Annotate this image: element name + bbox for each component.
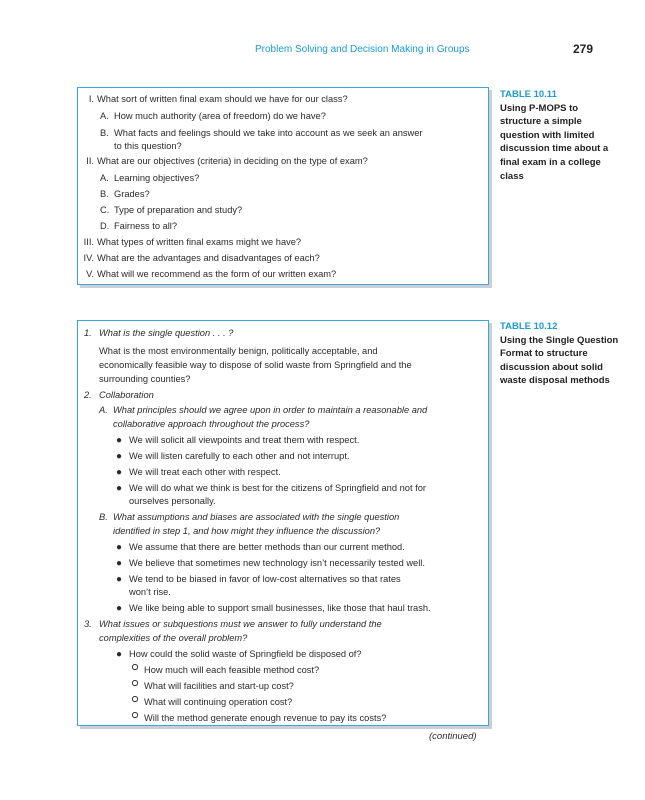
bullet: ● [116, 574, 123, 585]
page-number: 279 [573, 42, 594, 56]
bullet: ● [116, 542, 123, 553]
outline-item: IV. What are the advantages and disadvantages of each? [83, 253, 320, 263]
sub-letter: A. [99, 405, 108, 415]
bullet-text: won’t rise. [129, 587, 171, 597]
outline-item: D. Fairness to all? [100, 221, 178, 231]
bullet-text: We assume that there are better methods than our current method. [129, 542, 405, 552]
bullet-text: We will do what we think is best for the citizens of Springfield and not for [129, 483, 426, 493]
outline-item: B. What facts and feelings should we take into account as we seek an answer [100, 128, 423, 138]
step-number: 1. [84, 328, 92, 338]
table-10-11-caption [500, 88, 620, 183]
caption-number: TABLE 10.11 [500, 89, 557, 100]
step-heading: Collaboration [99, 390, 154, 400]
sub-bullet [132, 712, 138, 718]
bullet: ● [116, 649, 123, 660]
sub-heading: What assumptions and biases are associated with the single question [113, 512, 400, 522]
step-number: 3. [84, 619, 92, 629]
bullet-text: We like being able to support small businesses, like those that haul trash. [129, 603, 431, 613]
outline-item-continued: to this question? [114, 141, 182, 151]
bullet-text: ourselves personally. [129, 496, 216, 506]
sub-heading: collaborative approach throughout the process? [113, 419, 310, 429]
sub-bullet-text: Will the method generate enough revenue to pay its costs? [144, 713, 387, 723]
outline-item: I. What sort of written final exam should we have for our class? [88, 94, 348, 104]
table-10-12-caption [500, 320, 620, 388]
outline-item: V. What will we recommend as the form of our written exam? [86, 269, 337, 279]
sub-heading: identified in step 1, and how might they influence the discussion? [113, 526, 381, 536]
sub-bullet-text: What will facilities and start-up cost? [144, 681, 294, 691]
outline-item: B. Grades? [100, 189, 150, 199]
bullet-text: How could the solid waste of Springfield be disposed of? [129, 649, 362, 659]
bullet-text: We tend to be biased in favor of low-cost alternatives so that rates [129, 574, 401, 584]
bullet: ● [116, 558, 123, 569]
sub-bullet [132, 696, 138, 702]
step-heading: complexities of the overall problem? [99, 633, 248, 643]
bullet-text: We believe that sometimes new technology isn’t necessarily tested well. [129, 558, 425, 568]
outline-item: C. Type of preparation and study? [100, 205, 243, 215]
outline-item: A. How much authority (area of freedom) do we have? [100, 111, 326, 121]
body-line: What is the most environmentally benign, politically acceptable, and [99, 346, 378, 356]
caption-text: Using the Single Question Format to structure discussion about solid waste disposal methods [500, 334, 619, 387]
sub-heading: What principles should we agree upon in order to maintain a reasonable and [113, 405, 428, 415]
bullet-text: We will solicit all viewpoints and treat them with respect. [129, 435, 360, 445]
outline-item: III. What types of written final exams might we have? [83, 237, 302, 247]
bullet-text: We will treat each other with respect. [129, 467, 281, 477]
body-line: economically feasible way to dispose of solid waste from Springfield and the [99, 360, 412, 370]
table-10-11-box [77, 87, 489, 285]
step-heading: What is the single question . . . ? [99, 328, 234, 338]
body-line: surrounding counties? [99, 374, 191, 384]
sub-bullet-text: What will continuing operation cost? [144, 697, 293, 707]
sub-bullet [132, 680, 138, 686]
outline-item: II. What are our objectives (criteria) in deciding on the type of exam? [86, 156, 368, 166]
bullet: ● [116, 451, 123, 462]
bullet: ● [116, 435, 123, 446]
bullet-text: We will listen carefully to each other and not interrupt. [129, 451, 350, 461]
continued-note: (continued) [429, 731, 477, 742]
caption-number: TABLE 10.12 [500, 321, 558, 332]
sub-bullet [132, 664, 138, 670]
caption-text: Using P-MOPS to structure a simple question with limited discussion time about a final exam in a college class [500, 102, 609, 182]
outline-item: A. Learning objectives? [100, 173, 200, 183]
table-10-12-box [77, 320, 489, 726]
sub-bullet-text: How much will each feasible method cost? [144, 665, 320, 675]
step-heading: What issues or subquestions must we answer to fully understand the [99, 619, 382, 629]
sub-letter: B. [99, 512, 108, 522]
bullet: ● [116, 467, 123, 478]
running-header: Problem Solving and Decision Making in Groups [255, 44, 470, 55]
step-number: 2. [84, 390, 92, 400]
bullet: ● [116, 483, 123, 494]
bullet: ● [116, 603, 123, 614]
